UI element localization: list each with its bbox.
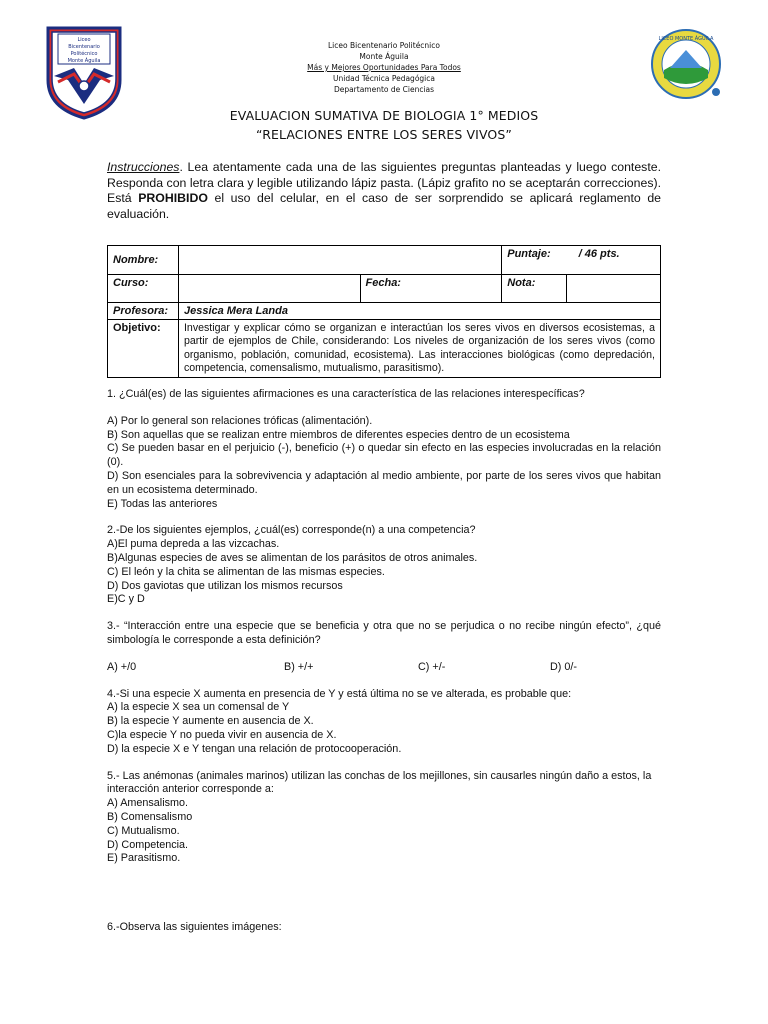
svg-text:Politécnico: Politécnico <box>70 51 98 57</box>
exam-subtitle: “RELACIONES ENTRE LOS SERES VIVOS” <box>256 127 512 142</box>
puntaje-label: Puntaje: <box>507 248 551 260</box>
objetivo-label: Objetivo: <box>108 320 179 378</box>
q1-option-c: C) Se pueden basar en el perjuicio (-), beneficio (+) o quedar sin efecto en las especies involucradas en la relación (0). <box>107 442 661 469</box>
nombre-field[interactable] <box>178 246 501 275</box>
profesora-value: Jessica Mera Landa <box>178 303 660 320</box>
instructions-text-1: . Lea atentamente cada una de las siguientes preguntas planteadas y luego conteste. Responda con letra clara y legible utilizando lápiz pasta. (Lápiz grafito no se aceptarán correcciones). Está <box>107 160 661 205</box>
puntaje-cell <box>502 246 661 275</box>
nombre-label: Nombre: <box>108 246 179 275</box>
school-seal-logo <box>650 28 722 100</box>
q2-option-c: C) El león y la chita se alimentan de las mismas especies. <box>107 565 385 578</box>
objetivo-value: Investigar y explicar cómo se organizan e interactúan los seres vivos en diversos ecosistemas, a partir de ejemplos de Chile, considerando: Los niveles de organización de los seres vivos (como organismo, población, comunidad, ecosistema). Las interacciones biológicas (como depredación, competencia, comensalismo, mutualismo, parasitismo). <box>178 320 660 378</box>
curso-label: Curso: <box>108 275 179 303</box>
q1-option-d: D) Son esenciales para la sobrevivencia y adaptación al medio ambiente, por parte de los seres vivos que habitan en un ecosistema determinado. <box>107 469 661 496</box>
curso-field[interactable] <box>178 275 360 303</box>
instructions <box>107 160 661 222</box>
q3-options <box>107 661 661 675</box>
q5-option-e: E) Parasitismo. <box>107 852 181 865</box>
q4-option-a: A) la especie X sea un comensal de Y <box>107 701 290 714</box>
q1-option-b: B) Son aquellas que se realizan entre miembros de diferentes especies dentro de un ecosistema <box>107 428 570 441</box>
instructions-label: Instrucciones <box>107 160 180 174</box>
school-header <box>200 40 568 95</box>
q2-option-a: A)El puma depreda a las vizcachas. <box>107 538 280 551</box>
q5-option-a: A) Amensalismo. <box>107 797 189 810</box>
fecha-label: Fecha: <box>360 275 502 303</box>
svg-text:Monte Águila: Monte Águila <box>67 58 101 64</box>
svg-text:Bicentenario: Bicentenario <box>68 44 100 50</box>
q5-option-b: B) Comensalismo <box>107 810 193 823</box>
q5-option-d: D) Competencia. <box>107 838 189 851</box>
svg-text:LICEO MONTE ÁGUILA: LICEO MONTE ÁGUILA <box>658 36 714 42</box>
school-motto: Más y Mejores Oportunidades Para Todos <box>307 63 461 72</box>
question-3: 3.- “Interacción entre una especie que se beneficia y otra que no se perjudica o no recibe ningún efecto”, ¿qué simbología le corresponde a esta definición? <box>107 620 661 646</box>
q1-option-e: E) Todas las anteriores <box>107 497 218 510</box>
question-6: 6.-Observa las siguientes imágenes: <box>107 921 282 934</box>
q4-option-c: C)la especie Y no pueda vivir en ausencia de X. <box>107 728 337 741</box>
q3-option-b: B) +/+ <box>284 660 314 673</box>
q5-option-c: C) Mutualismo. <box>107 824 180 837</box>
q3-option-d: D) 0/- <box>550 660 577 673</box>
school-department: Departamento de Ciencias <box>333 85 435 94</box>
question-1: 1. ¿Cuál(es) de las siguientes afirmaciones es una característica de las relaciones interespecíficas? <box>107 388 585 400</box>
school-unit: Unidad Técnica Pedagógica <box>333 74 435 83</box>
q4-option-b: B) la especie Y aumente en ausencia de X. <box>107 715 314 728</box>
school-crest-logo <box>44 24 124 120</box>
question-5: 5.- Las anémonas (animales marinos) utilizan las conchas de los mejillones, sin causarles ningún daño a estos, la interacción anterior corresponde a: <box>107 769 652 796</box>
question-2: 2.-De los siguientes ejemplos, ¿cuál(es) corresponde(n) a una competencia? <box>107 524 476 537</box>
nota-field[interactable] <box>567 275 661 303</box>
puntaje-value: / 46 pts. <box>578 248 620 260</box>
school-name: Liceo Bicentenario Politécnico <box>328 41 440 50</box>
q2-option-e: E)C y D <box>107 593 145 606</box>
instructions-prohibited: PROHIBIDO <box>138 191 208 205</box>
q3-option-c: C) +/- <box>418 660 446 673</box>
question-4: 4.-Si una especie X aumenta en presencia de Y y está última no se ve alterada, es probable que: <box>107 687 572 700</box>
q1-option-a: A) Por lo general son relaciones tróficas (alimentación). <box>107 414 373 427</box>
instructions-text-2: el uso del celular, en el caso de ser sorprendido se aplicará reglamento de evaluación. <box>107 191 661 221</box>
q2-option-b: B)Algunas especies de aves se alimentan de los parásitos de otros animales. <box>107 551 478 564</box>
profesora-label: Profesora: <box>108 303 179 320</box>
q2-option-d: D) Dos gaviotas que utilizan los mismos recursos <box>107 579 343 592</box>
svg-text:Liceo: Liceo <box>77 37 91 43</box>
nota-label: Nota: <box>502 275 567 303</box>
q3-option-a: A) +/0 <box>107 660 137 673</box>
q4-option-d: D) la especie X e Y tengan una relación de protocooperación. <box>107 742 402 755</box>
school-location: Monte Águila <box>359 52 409 61</box>
exam-title: EVALUACION SUMATIVA DE BIOLOGIA 1° MEDIOS <box>229 108 539 123</box>
questions-section <box>107 388 661 935</box>
student-info-table <box>107 245 661 378</box>
